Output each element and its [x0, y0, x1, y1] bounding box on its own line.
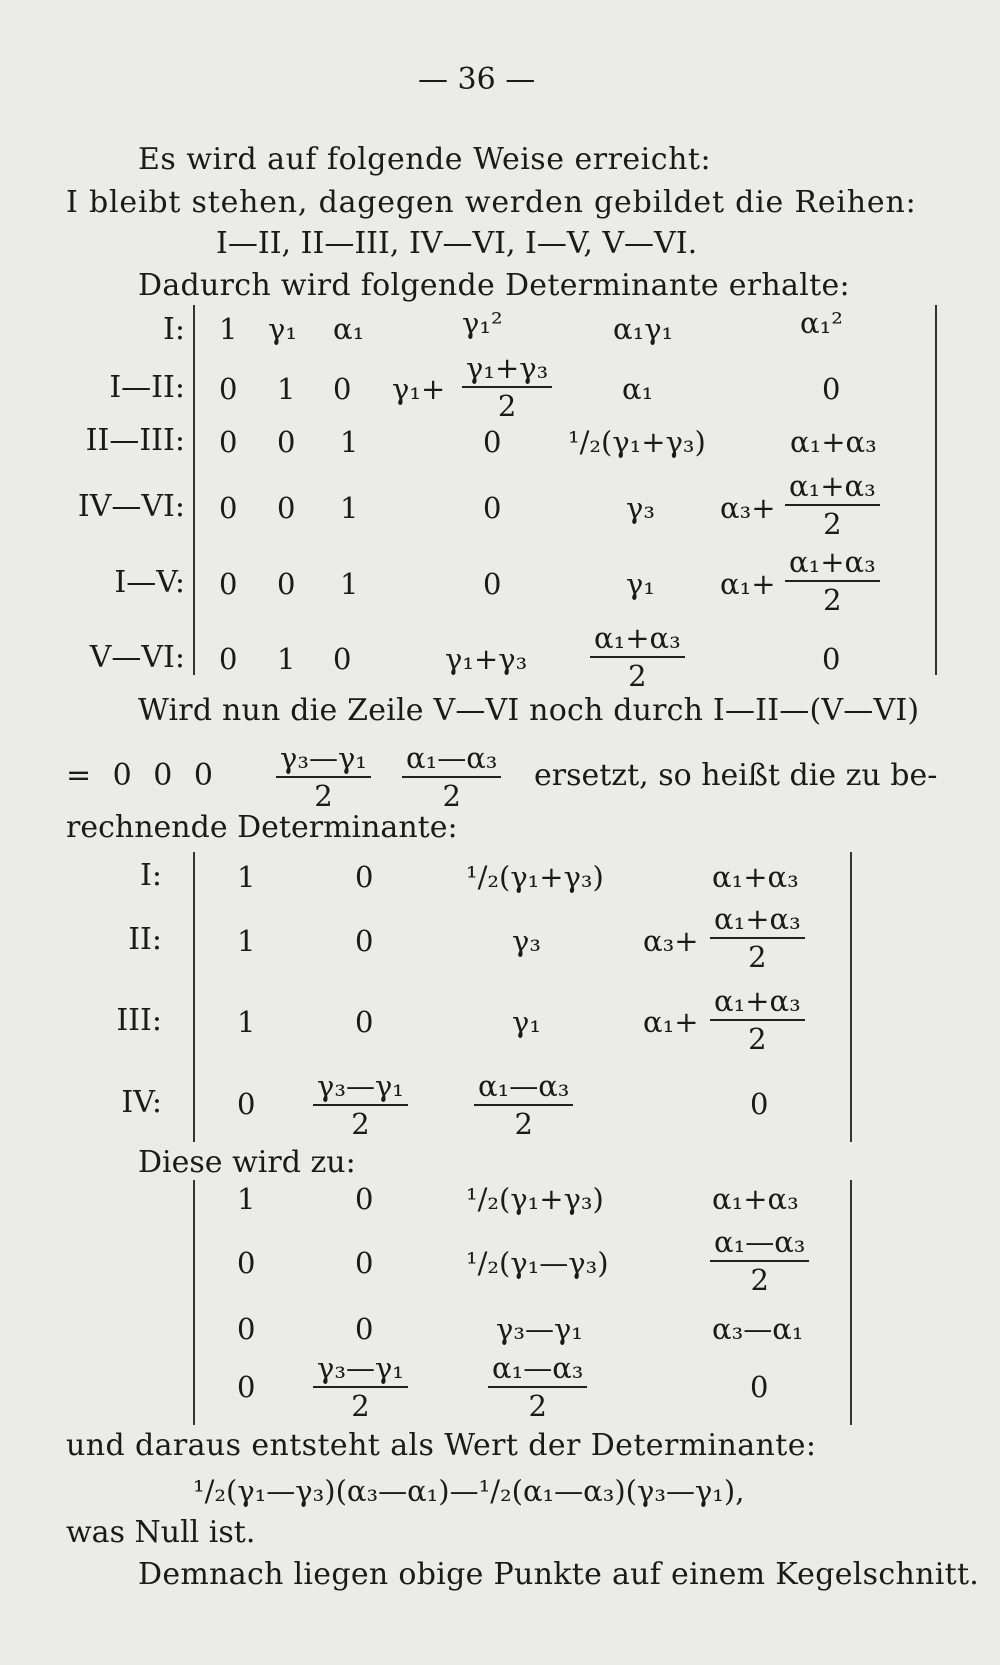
matrix-cell: 1	[340, 491, 359, 525]
row-label: I—V:	[114, 565, 185, 600]
matrix-cell: ¹/₂(γ₁—γ₃)	[466, 1246, 609, 1280]
fraction-denominator: 2	[514, 1107, 533, 1141]
matrix-cell: 0	[277, 567, 296, 601]
row-label: IV—VI:	[77, 489, 185, 524]
matrix-cell: 0	[219, 491, 238, 525]
fraction-numerator: α₁—α₃	[488, 1352, 587, 1388]
matrix-cell: 0	[333, 372, 352, 406]
text-line: ersetzt, so heißt die zu be-	[534, 758, 938, 793]
determinant-bar-right	[935, 305, 937, 675]
matrix-cell: γ₃—γ₁	[496, 1312, 583, 1346]
fraction-numerator: α₁+α₃	[590, 622, 685, 658]
matrix-cell: 1	[340, 567, 359, 601]
matrix-cell: 0	[219, 425, 238, 459]
fraction-denominator: 2	[628, 659, 647, 693]
fraction	[313, 1352, 408, 1422]
fraction	[710, 1226, 809, 1296]
formula-line: ¹/₂(γ₁—γ₃)(α₃—α₁)—¹/₂(α₁—α₃)(γ₃—γ₁),	[193, 1474, 745, 1508]
fraction-numerator: α₁+α₃	[785, 546, 880, 582]
fraction	[462, 352, 552, 422]
fraction-numerator: α₁+α₃	[785, 470, 880, 506]
row-label: I:	[140, 858, 162, 893]
text-line: I bleibt stehen, dagegen werden gebildet die Reihen:	[66, 185, 917, 220]
matrix-cell: 0	[355, 860, 374, 894]
matrix-cell: 0	[822, 372, 841, 406]
row-label: II—III:	[85, 423, 185, 458]
row-label: I:	[163, 312, 185, 347]
fraction-denominator: 2	[442, 779, 461, 813]
matrix-cell: α₁+α₃	[712, 860, 799, 894]
matrix-cell: 0	[355, 1182, 374, 1216]
matrix-cell: α₁	[333, 312, 365, 346]
fraction-denominator: 2	[528, 1389, 547, 1423]
fraction-numerator: α₁+α₃	[710, 985, 805, 1021]
matrix-cell: γ₃	[626, 491, 655, 525]
matrix-cell: 0	[237, 1370, 256, 1404]
matrix-cell: 0	[333, 642, 352, 676]
matrix-cell: 0	[750, 1370, 769, 1404]
matrix-cell: α₁+	[720, 567, 776, 601]
matrix-cell: ¹/₂(γ₁+γ₃)	[466, 1182, 604, 1216]
determinant-bar-right	[850, 1180, 852, 1425]
text-line: rechnende Determinante:	[66, 810, 458, 845]
fraction-denominator: 2	[351, 1107, 370, 1141]
fraction-denominator: 2	[823, 507, 842, 541]
matrix-cell: 1	[237, 860, 256, 894]
matrix-cell: 0	[355, 1312, 374, 1346]
matrix-cell: γ₁+	[392, 372, 446, 406]
fraction-numerator: γ₃—γ₁	[313, 1070, 408, 1106]
matrix-cell: α₁γ₁	[613, 312, 674, 346]
fraction	[710, 903, 805, 973]
fraction	[488, 1352, 587, 1422]
fraction-numerator: γ₃—γ₁	[276, 742, 371, 778]
matrix-cell: 0	[237, 1312, 256, 1346]
matrix-cell: α₃+	[720, 491, 776, 525]
text-line: Es wird auf folgende Weise erreicht:	[138, 142, 712, 177]
fraction-numerator: α₁+α₃	[710, 903, 805, 939]
text-line: Dadurch wird folgende Determinante erhalte:	[138, 268, 850, 303]
determinant-bar-left	[193, 305, 195, 675]
matrix-cell: γ₁	[512, 1005, 541, 1039]
matrix-cell: α₁+α₃	[790, 425, 877, 459]
matrix-cell: 1	[219, 312, 238, 346]
matrix-cell: 0	[483, 425, 502, 459]
text-line: und daraus entsteht als Wert der Determinante:	[66, 1428, 817, 1463]
matrix-cell: γ₃	[512, 924, 541, 958]
page-number: — 36 —	[418, 62, 536, 97]
matrix-cell: γ₁	[268, 312, 297, 346]
matrix-cell: 0	[237, 1087, 256, 1121]
matrix-cell: α₃+	[643, 924, 699, 958]
matrix-cell: α₁	[622, 372, 654, 406]
fraction-denominator: 2	[314, 779, 333, 813]
row-label: I—II:	[109, 370, 185, 405]
matrix-cell: 0	[219, 642, 238, 676]
matrix-cell: 0	[277, 491, 296, 525]
text-line: I—II, II—III, IV—VI, I—V, V—VI.	[216, 226, 698, 261]
text-line: Diese wird zu:	[138, 1145, 356, 1180]
matrix-cell: 0	[355, 924, 374, 958]
fraction-denominator: 2	[748, 1022, 767, 1056]
row-label: III:	[116, 1003, 162, 1038]
matrix-cell: 0	[277, 425, 296, 459]
determinant-bar-left	[193, 1180, 195, 1425]
fraction-denominator: 2	[497, 389, 517, 423]
fraction	[710, 985, 805, 1055]
matrix-cell: 1	[277, 372, 296, 406]
matrix-cell: 1	[340, 425, 359, 459]
matrix-cell: 0	[750, 1087, 769, 1121]
matrix-cell: γ₁	[626, 567, 655, 601]
matrix-cell: 0	[483, 491, 502, 525]
fraction	[474, 1070, 573, 1140]
matrix-cell: 0	[237, 1246, 256, 1280]
matrix-cell: α₁+	[643, 1005, 699, 1039]
row-label: V—VI:	[89, 640, 185, 675]
fraction-denominator: 2	[748, 940, 767, 974]
fraction	[785, 546, 880, 616]
fraction-numerator: γ₁+γ₃	[462, 352, 552, 388]
determinant-bar-right	[850, 852, 852, 1142]
matrix-cell: ¹/₂(γ₁+γ₃)	[568, 425, 706, 459]
text-line: Wird nun die Zeile V—VI noch durch I—II—(V—VI)	[138, 693, 920, 728]
matrix-cell: 1	[237, 1182, 256, 1216]
row-label: IV:	[121, 1085, 162, 1120]
matrix-cell: α₃—α₁	[712, 1312, 804, 1346]
matrix-cell: 1	[277, 642, 296, 676]
matrix-cell: ¹/₂(γ₁+γ₃)	[466, 860, 604, 894]
matrix-cell: γ₁+γ₃	[445, 642, 528, 676]
fraction-numerator: α₁—α₃	[710, 1226, 809, 1262]
determinant-bar-left	[193, 852, 195, 1142]
fraction	[402, 742, 501, 812]
fraction-denominator: 2	[351, 1389, 370, 1423]
matrix-cell: 0	[219, 372, 238, 406]
matrix-cell: 0	[483, 567, 502, 601]
matrix-cell: γ₁²	[462, 306, 503, 340]
matrix-cell: 0	[822, 642, 841, 676]
fraction	[313, 1070, 408, 1140]
fraction-numerator: α₁—α₃	[474, 1070, 573, 1106]
matrix-cell: 0	[355, 1246, 374, 1280]
matrix-cell: α₁+α₃	[712, 1182, 799, 1216]
matrix-cell: 1	[237, 1005, 256, 1039]
fraction	[785, 470, 880, 540]
text-line: was Null ist.	[66, 1515, 256, 1550]
fraction	[276, 742, 371, 812]
text-line: = 0 0 0	[66, 758, 214, 793]
matrix-cell: 0	[355, 1005, 374, 1039]
fraction-denominator: 2	[750, 1263, 769, 1297]
fraction-numerator: α₁—α₃	[402, 742, 501, 778]
matrix-cell: α₁²	[800, 306, 843, 340]
fraction-denominator: 2	[823, 583, 842, 617]
matrix-cell: 0	[219, 567, 238, 601]
text-line: Demnach liegen obige Punkte auf einem Kegelschnitt.	[138, 1557, 980, 1592]
fraction-numerator: γ₃—γ₁	[313, 1352, 408, 1388]
matrix-cell: 1	[237, 924, 256, 958]
fraction	[590, 622, 685, 692]
row-label: II:	[128, 922, 162, 957]
